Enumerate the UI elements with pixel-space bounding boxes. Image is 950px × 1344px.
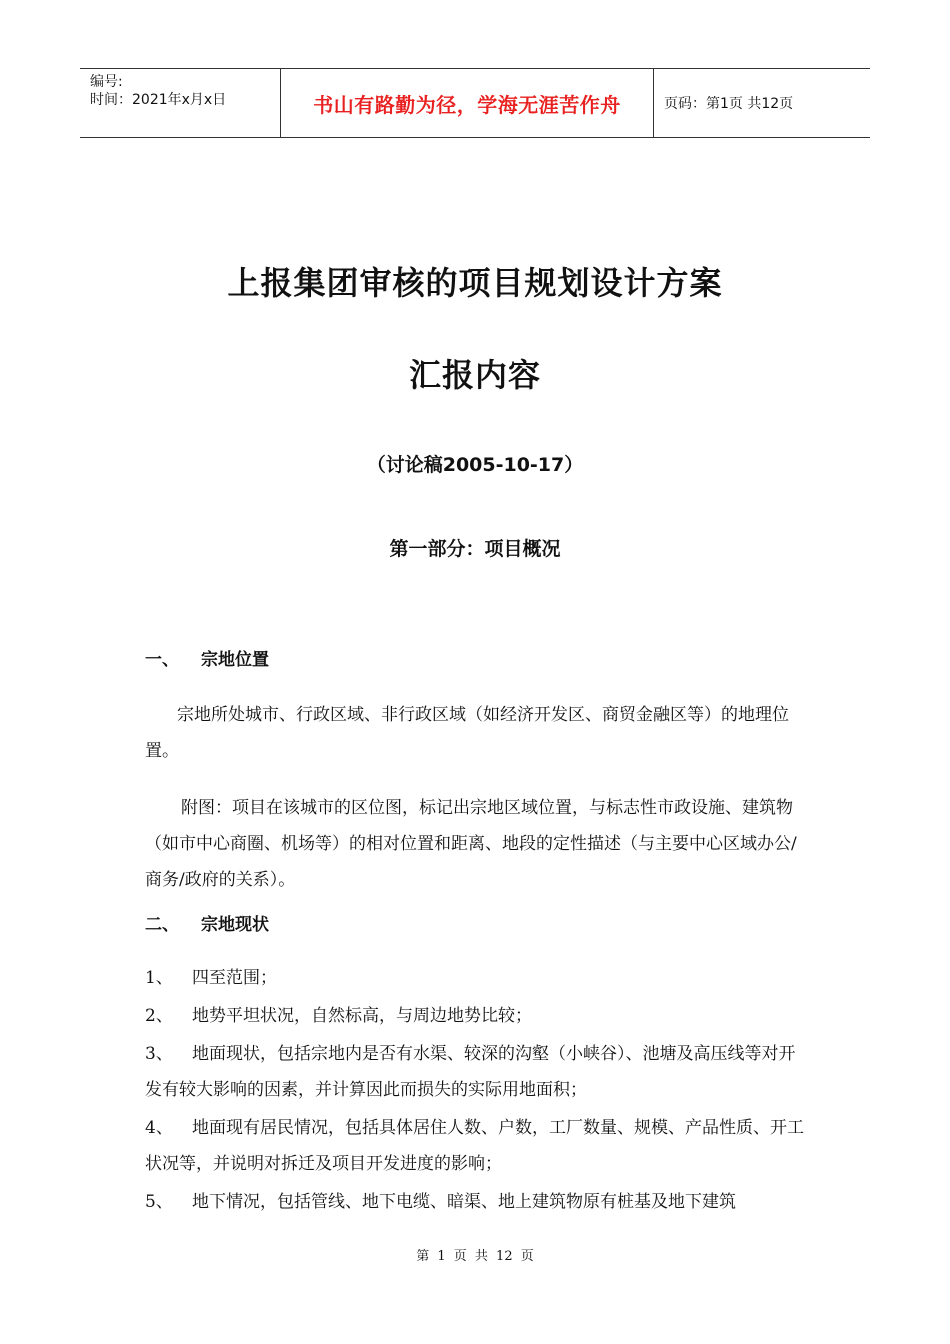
page-footer: 第 1 页 共 12 页 — [416, 1249, 534, 1264]
time-label: 时间：2021年x月x日 — [90, 92, 227, 108]
sub-title: 汇报内容 — [408, 356, 541, 394]
section-heading-status — [145, 910, 269, 935]
section-heading-location — [145, 645, 269, 670]
header-motto: 书山有路勤为径，学海无涯苦作舟 — [281, 69, 654, 137]
section-number: 一、 — [145, 650, 179, 670]
list-item — [145, 960, 810, 996]
list-item-number: 3、 — [145, 1044, 173, 1064]
draft-note: （讨论稿2005-10-17） — [366, 454, 584, 476]
part-heading: 第一部分：项目概况 — [389, 538, 561, 560]
list-item-number: 2、 — [145, 1006, 173, 1026]
list-item-text: 地面现有居民情况，包括具体居住人数、户数，工厂数量、规模、产品性质、开工状况等，并说明对拆迁及项目开发进度的影响； — [145, 1118, 804, 1174]
list-item — [145, 998, 810, 1034]
section-title: 宗地位置 — [201, 650, 269, 670]
list-item-number: 4、 — [145, 1118, 173, 1138]
paragraph-location: 宗地所处城市、行政区域、非行政区域（如经济开发区、商贸金融区等）的地理位置。 — [145, 705, 789, 761]
section-title: 宗地现状 — [201, 915, 269, 935]
list-item — [145, 1036, 810, 1108]
section-number: 二、 — [145, 915, 179, 935]
list-item-text: 地势平坦状况，自然标高，与周边地势比较； — [192, 1006, 532, 1026]
list-item-text: 四至范围； — [192, 968, 277, 988]
list-item-number: 1、 — [145, 968, 173, 988]
list-item — [145, 1110, 810, 1182]
list-item-text: 地面现状，包括宗地内是否有水渠、较深的沟壑（小峡谷）、池塘及高压线等对开发有较大影响的因素，并计算因此而损失的实际用地面积； — [145, 1044, 796, 1100]
number-label: 编号: — [90, 74, 123, 90]
header-page-label: 页码：第1页 共12页 — [664, 96, 794, 112]
paragraph-attachment: 附图：项目在该城市的区位图，标记出宗地区域位置，与标志性市政设施、建筑物（如市中心商圈、机场等）的相对位置和距离、地段的定性描述（与主要中心区域办公/商务/政府的关系）。 — [145, 798, 797, 890]
document-header — [80, 68, 870, 138]
list-item-number: 5、 — [145, 1192, 173, 1212]
header-meta-cell — [80, 69, 281, 137]
list-item-text: 地下情况，包括管线、地下电缆、暗渠、地上建筑物原有桩基及地下建筑 — [192, 1192, 736, 1212]
list-item — [145, 1184, 810, 1220]
main-title: 上报集团审核的项目规划设计方案 — [227, 264, 723, 302]
